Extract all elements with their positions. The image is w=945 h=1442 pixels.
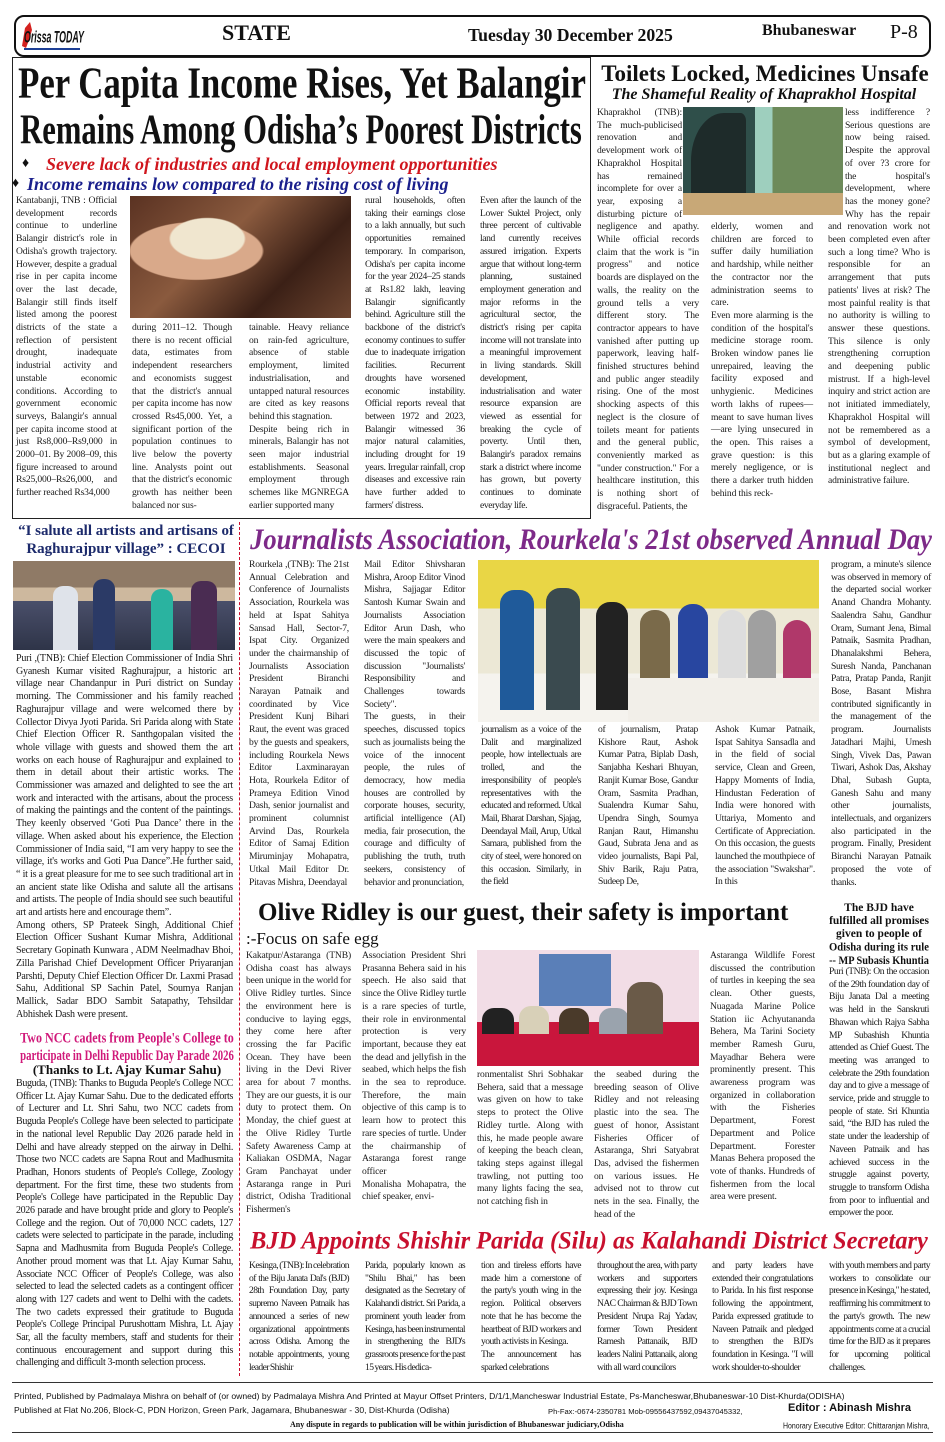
olive-col-2: Association President Shri Prasanna Behera said in his speech. He also said that since the Olive Ridley turtle is a rare species of turtle, their role in environmental protection is very important, because they eat the dead and jellyfish in the seabed, which helps the fish in the sea to reproduce. Therefore, the main objective of this camp is to learn how to protect this rare species of turtle. Under the chairmanship of Astaranga forest range officer Monalisha Mohapatra, the chief speaker, envi- [362,950,466,1203]
bjd-appoints-headline: BJD Appoints Shishir Parida (Silu) as Kalahandi District Secretary [250,1226,928,1255]
balangir-bullet-2: Income remains low compared to the rising cost of living [27,174,449,194]
toilets-subheadline: The Shameful Reality of Khaprakhol Hospital [611,86,917,103]
toilets-headline-box [599,62,931,85]
journalists-col-1: Rourkela ,(TNB): The 21st Annual Celebration and Conference of Journalists Association, Rourkela was held at Ispat Sahitya Sansad Hall, Sector-7, Ispat City. Organized under the chairmanship of Journalists Association President Biranchi Narayan Patnaik and coordinated by Vice President Kunj Bihari Raut, the event was graced by the guests and speakers, including Rourkela News Editor Laxminarayan Hota, Rourkela Editor of Prameya Edition Vinod Dash, senior journalist and prominent columnist Arvind Das, Rourkela Editor of Samaj Edition Miruminjay Mohapatra, Utkal Mail Editor Dr. Pitavas Mishra, Deendayal [249,559,349,888]
bjd-appoints-col-2: Parida, popularly known as "Shilu Bhai," has been designated as the Secretary of Kalahandi district. Sri Parida, a prominent youth leader from Kesinga, has been instrumental in strengthening the BJD's grassroots presence for the past 15 years. His dedica- [365,1260,465,1373]
balangir-bullet-1-box [46,155,576,174]
journalists-col-6: program, a minute's silence was observed in memory of the departed social worker Anand Chandra Mohanty. Saalendra Sahu, Gandhur Oram, Sumant Jena, Bimal Patnaik, Sasmita Pradhan, Dhanalakshmi Behera, Suresh Nanda, Panchanan Patra, Pratap Panda, Ranjit Bose, Basant Mishra contributed significantly in the management of the program. Journalists Jatadhari Majhi, Umesh Singh, Vivek Das, Pawan Tiwari, Ashok Das, Akshay Dhal, Subash Gupta, Ganesh Sahu and many other journalists, intellectuals, and organizers also participated in the program. Finally, President Biranchi Narayan Patnaik proposed the vote of thanks. [831,559,931,888]
logo [20,20,84,52]
ncc-subheadline-box [20,1062,234,1078]
cecoi-headline-2: Raghurajpur village” : CECOI [26,541,226,557]
journalists-headline: Journalists Association, Rourkela's 21st observed Annual Day [250,521,932,556]
toilets-col-1 [597,107,699,517]
photo-broken-window [683,107,843,215]
page-number-box [890,22,928,42]
issue-date-box [468,24,673,46]
bjd-promises-headline-text: -- MP Subasis Khuntia [829,954,929,968]
journalists-col-4: of journalism, Pratap Kishore Raut, Ashok Kumar Patra, Biplab Dash, Sanjabha Keshari Bhuyan, Ranjit Kumar Bose, Gandur Oram, Sasmita Pradhan, Sualendra Kumar Sahu, Upendra Singh, Soumya Ranjan Raut, Himanshu Gaud, Subrata Jena and as video journalists, Bapi Pal, Shiv Barik, Raju Patra, Sudeep De, [598,724,698,888]
bjd-promises-headline-text: The BJD have [844,902,914,914]
balangir-headline-1-box [18,58,586,108]
olive-headline: Olive Ridley is our guest, their safety is important [258,899,789,926]
bjd-appoints-col-3: tion and tireless efforts have made him a cornerstone of the party's youth wing in the region. Political observers note that he has become the heartbeat of BJD workers and youth activists in Kesinga. The announcement has sparked celebrations [481,1260,581,1373]
footer-phone: Ph-Fax:-0674-2350781 Mob-09556437592,09437045332, [548,1407,743,1416]
journalists-col-3: journalism as a voice of the Dalit and marginalized people, how intellectuals are trolled, and the irresponsibility of people's representatives with the educated and reformed. Utkal Mail, Bharat Darshan, Sjajag, Deendayal Mail, Arup, Utkal Samara, published from the city of steel, were honored on this occasion. Similarly, in the field [481,724,582,888]
footer-editor: Editor : Abinash Mishra [788,1402,912,1414]
ncc-subheadline: (Thanks to Lt. Ajay Kumar Sahu) [32,1062,222,1077]
toilets-col-2: elderly, women and children are forced to suffer daily humiliation and hardship, while neither the contractor nor the administration seems to care. Even more alarming is the condition of the hospital's medicine storage room. Broken window panes lie unrepaired, leaving the facility exposed and unhygienic. Medicines worth lakhs of rupees—meant to save human lives—are lying unsecured in the open. This raises a grave question: is this merely negligence, or is there a darker truth hidden behind this reck- [711,221,813,499]
column-divider [239,522,240,1376]
balangir-bullet-1: Severe lack of industries and local employment opportunities [46,154,498,174]
photo-journalists-annual-day [478,560,819,722]
cecoi-headline-1: “I salute all artists and artisans of [18,522,234,540]
edition-city: Bhubaneswar [762,22,857,39]
toilets-col-3-text: less indifference ? Serious questions are now being raised. Despite the approval of over ?3 crore for the hospital's development, where has the money gone? Why has the repair and renovation work not been completed even after such a long time? Who is responsible for an arrangement that puts patients' lives at risk? The most painful reality is that no authority is willing to answer these questions. This silence is only strengthening corruption and deepening public mistrust. If a high-level inquiry and strict action are not initiated immediately, Khaprakhol Hospital will not be remembered as a symbol of development, but as a glaring example of institutional neglect and administrative failure. [828,107,930,487]
ncc-body: Buguda, (TNB): Thanks to Buguda People's College NCC Officer Lt. Ajay Kumar Sahu. Due to the dedicated efforts of Lecturer and Lt. Shri Sahu, two NCC cadets from Buguda People's College have been selected to participate in the national level Republic Day 2026 parade held in Delhi and have already stepped on the airway in Delhi. Those two NCC cadets are Sapna Rout and Madhusmita Pradhan, Honors students of People's College, Zoology department. For the first time, these two students from People's College have participated in the Republic Day 2026 parade and have brought pride and glory to People's College and the region. Out of 70,000 NCC cadets, 127 cadets were selected to participate in the parade, including Sapna and Madhusmita from Buguda People's College. Another proud moment was that Lt. Ajay Kumar Sahu, Associate NCC Officer of People's College, was also selected to lead the selected cadets as a contingent officer along with 127 cadets and went to Delhi with the cadets. The two cadets expressed their gratitude to Buguda People's College Principal Purushottam Mishra, Lt. Ajay Sar, all the faculty members, staff and students for their continuous encouragement and support during this challenging and difficult 3-month selection process. [16,1078,233,1369]
footer-rule-bottom [12,1432,933,1433]
footer-publisher-line: Published at Flat No.206, Block-C, PDN Horizon, Green Park, Jagamara, Bhubaneswar - 30, Dist-Khurda (Odisha) [14,1405,450,1415]
journalists-col-2: Mail Editor Shivsharan Mishra, Aroop Editor Vinod Mishra, Sajjagar Editor Santosh Kumar Swain and Journalists Association Editor Arun Dash, who were the main speakers and discussed the topic of discussion "Journalists' Responsibility and Challenges towards Society". The guests, in their speeches, discussed topics such as journalists being the voice of the innocent people, the rules of democracy, how media houses are controlled by corporate houses, security, artificial intelligence (AI) media, fair prosecution, the courage and difficulty of publishing the truth, truth seekers, consistency of behavior and pronunciation, [364,559,465,888]
balangir-col-3: tainable. Heavy reliance on rain-fed agriculture, absence of stable employment, limited industrialisation, and untapped natural resources are cited as key reasons behind this stagnation. Despite being rich in minerals, Balangir has not seen major industrial establishments. Seasonal employment through schemes like MGNREGA earlier supported many [249,322,349,511]
footer-exec-editor: Honorary Executive Editor: Chittaranjan Mishra, [783,1422,930,1431]
balangir-headline-1: Per Capita Income Rises, Yet Balangir [18,58,586,108]
section-name-box [222,22,317,44]
bjd-appoints-col-5: and party leaders have extended their congratulations to Parida. In his first response following the appointment, Parida expressed gratitude to Naveen Patnaik and pledged to strengthen the BJD's foundation in Kesinga. "I will work shoulder-to-shoulder [712,1260,813,1373]
olive-headline-box [258,900,804,925]
ncc-headline-2: participate in Delhi Republic Day Parade 2026 [20,1047,234,1065]
footer-exec-editor-box [783,1416,930,1432]
bjd-appoints-headline-box [250,1226,928,1255]
photo-hands-grain [130,196,351,318]
toilets-col-1-text: Khaprakhol (TNB): The much-publicised renovation and development work of Khaprakhol Hospital has remained incomplete for over a year, exposing a disturbing picture of negligence and apathy. While official records claim that the work is "in progress" and notice boards are displayed on the walls, the reality on the ground tells a very different story. The contractor appears to have vanished after putting up paperwork, leaving half-finished structures behind and public anger steadily rising. One of the most shocking aspects of this neglect is the closure of toilets meant for patients and the general public, conveniently marked as "under construction." For a healthcare institution, this is nothing short of disgraceful. Patients, the [597,107,699,512]
olive-col-5: Astaranga Wildlife Forest discussed the contribution of turtles in keeping the sea clean. Other guests, Nuagada Marine Police Station iic Achyutananda Behera, Ma Tarini Society member Ramesh Guru, Mayadhar Behera were prominently present. This awareness program was organized in collaboration with the Fisheries Department, Forest Department and Police Department. Forester Manas Behera proposed the vote of thanks. Hundreds of fishermen from the local area were present. [710,950,815,1203]
bjd-appoints-col-1: Kesinga, (TNB): In celebration of the Biju Janata Dal's (BJD) 28th Foundation Day, party supremo Naveen Patnaik has announced a series of new organizational appointments across Odisha. Among the notable appointments, young leader Shishir [249,1260,349,1373]
bjd-promises-headline-line-5 [829,951,929,967]
olive-col-3: ronmentalist Shri Sobhakar Behera, said that a message was given on how to take steps to protect the Olive Ridley turtle. Along with this, he made people aware of keeping the beach clean, taking steps against illegal trawling, not putting too many lights facing the sea, not catching fish in [477,1069,583,1208]
olive-col-1: Kakatpur/Astaranga (TNB) Odisha coast has always been unique in the world for Olive Ridley turtles. Since the environment here is conducive to laying eggs, they come here after crossing the far Pacific Ocean. They have been living in the Devi River area for about 7 months. They are our guests, it is our duty to protect them. On Monday, the chief guest at the Olive Ridley Turtle Safety Awareness Camp at Kaliakan OSDMA, Nagar Gram Panchayat under Astaranga range in Puri district, Odisha Traditional Fishermen's [246,950,352,1216]
ncc-headline-1: Two NCC cadets from People's College to [20,1028,234,1047]
cecoi-headline-2-box [18,541,234,557]
balangir-headline-2: Remains Among Odisha’s Poorest Districts [20,106,582,153]
balangir-col-1: Kantabanji, TNB : Official development records continue to underline Balangir district's role in Odisha's growth trajectory. However, despite a gradual rise in per capita income over the last decade, Balangir still finds itself listed among the poorest districts of the state a reflection of persistent drought, inadequate industrial activity and unstable economic conditions. According to government economic surveys, Balangir's annual per capita income stood at just Rs8,000–Rs9,000 in 2000–01. By 2008–09, this figure increased to around Rs25,000–Rs26,000, and further reached Rs34,000 [16,195,117,499]
ncc-headline-1-box [20,1028,234,1047]
logo-text: Orissa TODAY [24,27,84,47]
footer-jurisdiction: Any dispute in regards to publication will be within jurisdiction of Bhubaneswar judiciary,Odisha [290,1420,624,1429]
edition-city-box [762,23,868,39]
issue-date: Tuesday 30 December 2025 [468,24,673,46]
section-name: STATE [222,20,291,45]
logo-text-box [24,24,84,47]
footer-rule-top [12,1382,933,1383]
diamond-bullet-icon: ♦ [12,176,20,191]
journalists-headline-box [250,521,932,556]
bjd-promises-headline-text: given to people of [836,928,922,940]
balangir-col-5: Even after the launch of the Lower Suktel Project, only three percent of cultivable land currently receives assured irrigation. Experts argue that without long-term planning, sustained employment generation and major reforms in the agricultural sector, the district's rising per capita income will not translate into a meaningful improvement in living standards. Skill development, industrialisation and water resource expansion are viewed as essential for breaking the cycle of poverty. Until then, Balangir's paradox remains stark a district where income has grown, but poverty continues to dominate everyday life. [480,195,581,511]
bjd-appoints-col-4: throughout the area, with party workers and supporters expressing their joy. Kesinga NAC Chairman & BJD Town President Nrupa Raj Yadav, former Town President Ramesh Pattanaik, BJD leaders Nalini Pattanaik, along with all ward councilors [597,1260,697,1373]
balangir-bullet-2-box [27,175,535,194]
footer-editor-box [788,1399,930,1415]
balangir-col-2: during 2011–12. Though there is no recent official data, estimates from independent researchers and economists suggest that the district's annual per capita income has now crossed Rs45,000. Yet, a significant portion of the population continues to live below the poverty line. Analysts point out that the district's economic growth has neither been balanced nor sus- [132,322,232,511]
balangir-col-4: rural households, often taking their earnings close to a lakh annually, but such opportunities remained temporary. In comparison, Odisha's per capita income for the year 2024–25 stands at Rs1.82 lakh, leaving Balangir significantly behind. Agriculture still the backbone of the district's economy continues to suffer due to inadequate irrigation facilities. Recurrent droughts have worsened economic instability. Official reports reveal that between 1972 and 2023, Balangir witnessed 36 major natural calamities, including drought for 19 years. Irregular rainfall, crop diseases and excessive rain have further added to farmers' distress. [365,195,465,511]
bjd-promises-headline-text: fulfilled all promises [829,914,929,928]
footer-jurisdiction-box [290,1415,710,1431]
bjd-promises-headline-text: Odisha during its rule [829,941,929,954]
toilets-col-3 [828,107,930,517]
photo-olive-ridley-camp [477,950,699,1066]
ncc-headline-2-box [20,1045,234,1065]
page-number: P-8 [890,21,918,43]
olive-col-4: the seabed during the breeding season of Olive Ridley and not releasing plastic into the sea. The guest of honor, Assistant Fisheries Officer of Astaranga, Shri Satyabrat Das, advised the fishermen on various issues. He advised not to throw cut nets in the sea. Finally, the head of the [594,1069,699,1220]
photo-cec-raghurajpur [13,561,235,650]
toilets-subheadline-box [606,87,922,103]
bjd-appoints-col-6: with youth members and party workers to consolidate our presence in Kesinga," he stated, reaffirming his commitment to the party's growth. The new appointments come at a crucial time for the BJD as it prepares for upcoming political challenges. [829,1260,930,1373]
cecoi-body: Puri ,(TNB): Chief Election Commissioner of India Shri Gyanesh Kumar visited Raghurajpur, a historic art village near Chandanpur in Puri district on Sunday morning. The Commissioner and his family reached Raghurajpur village and were welcomed there by Collector Divya Jyoti Parida. Sri Parida along with State Chief Election Officer R. Santhgopalan visited the whole village with guests and showed them the art works on each house of Raghurajpur and explained to them in detail about their artistic works. The Commissioner was amazed and delighted to see the art work and interacted with the artisans, about the process of making the paintings and the content of the paintings. They keenly observed ‘Goti Pua Dance’ there in the village. When asked about his experience, the Election Commissioner of India said, “I am very happy to see the village, it's works and Goti Pua Dance”.He further said, “ it is a great pleasure for me to see such traditional art in an ancient state like Odisha and salute all the artisans and artists. The people of India should see such beautiful art and artists here and encourage them”. Among others, SP Prateek Singh, Additional Chief Election Officer Sushant Kumar Mishra, Additional Secretary Gopinath Kunwara , ADM Neelmadhav Bhoi, Zilla Parishad Chief Development Officer Priyaranjan Parshti, Deputy Chief Election Officer Dr. Laxmi Prasad Sahu, Additional SP Sachin Patel, Soumya Ranjan Mallick, Sadar BDO Sambit Satapathy, Tehsildar Abhishek Dash were present. [16,653,233,1020]
balangir-headline-2-box [20,106,582,153]
footer-printer-line: Printed, Published by Padmalaya Mishra on behalf of (or owned) by Padmalaya Mishra And Printed at Mayur Offset Printers, D/1/1,Mancheswar Industrial Estate, Ps-Mancheswar,Bhubaneswar-10 Dist-Khurda(ODISHA) [14,1391,845,1401]
cecoi-headline-1-box [18,523,234,539]
olive-subheadline: :-Focus on safe egg [246,929,379,948]
olive-subheadline-box [246,930,396,948]
toilets-headline: Toilets Locked, Medicines Unsafe [601,61,929,86]
bjd-promises-body: Puri (TNB): On the occasion of the 29th foundation day of Biju Janata Dal a meeting was held in the Sanskruti Bhawan which Rajya Sabha MP Subashish Khuntia attended as Chief Guest. The meeting was arranged to celebrate the 29th foundation day and to give a message of service, pride and struggle to people of state. Sri Khuntia said, “the BJD has ruled the state under the leadership of Naveen Patnaik and has achieved success in the struggle against poverty, struggle to transform Odisha from poor to influential and empower the poor. [829,966,929,1219]
journalists-col-5: Ashok Kumar Patnaik, Ispat Sahitya Sansadla and in the field of social service, Clean and Green, Happy Moments of India, Hindustan Federation of India were honored with Uttariya, Momento and Certificate of Appreciation. On this occasion, the guests launched the mouthpiece of the association "Swakshar". In this [715,724,815,888]
diamond-bullet-icon: ♦ [22,156,30,171]
